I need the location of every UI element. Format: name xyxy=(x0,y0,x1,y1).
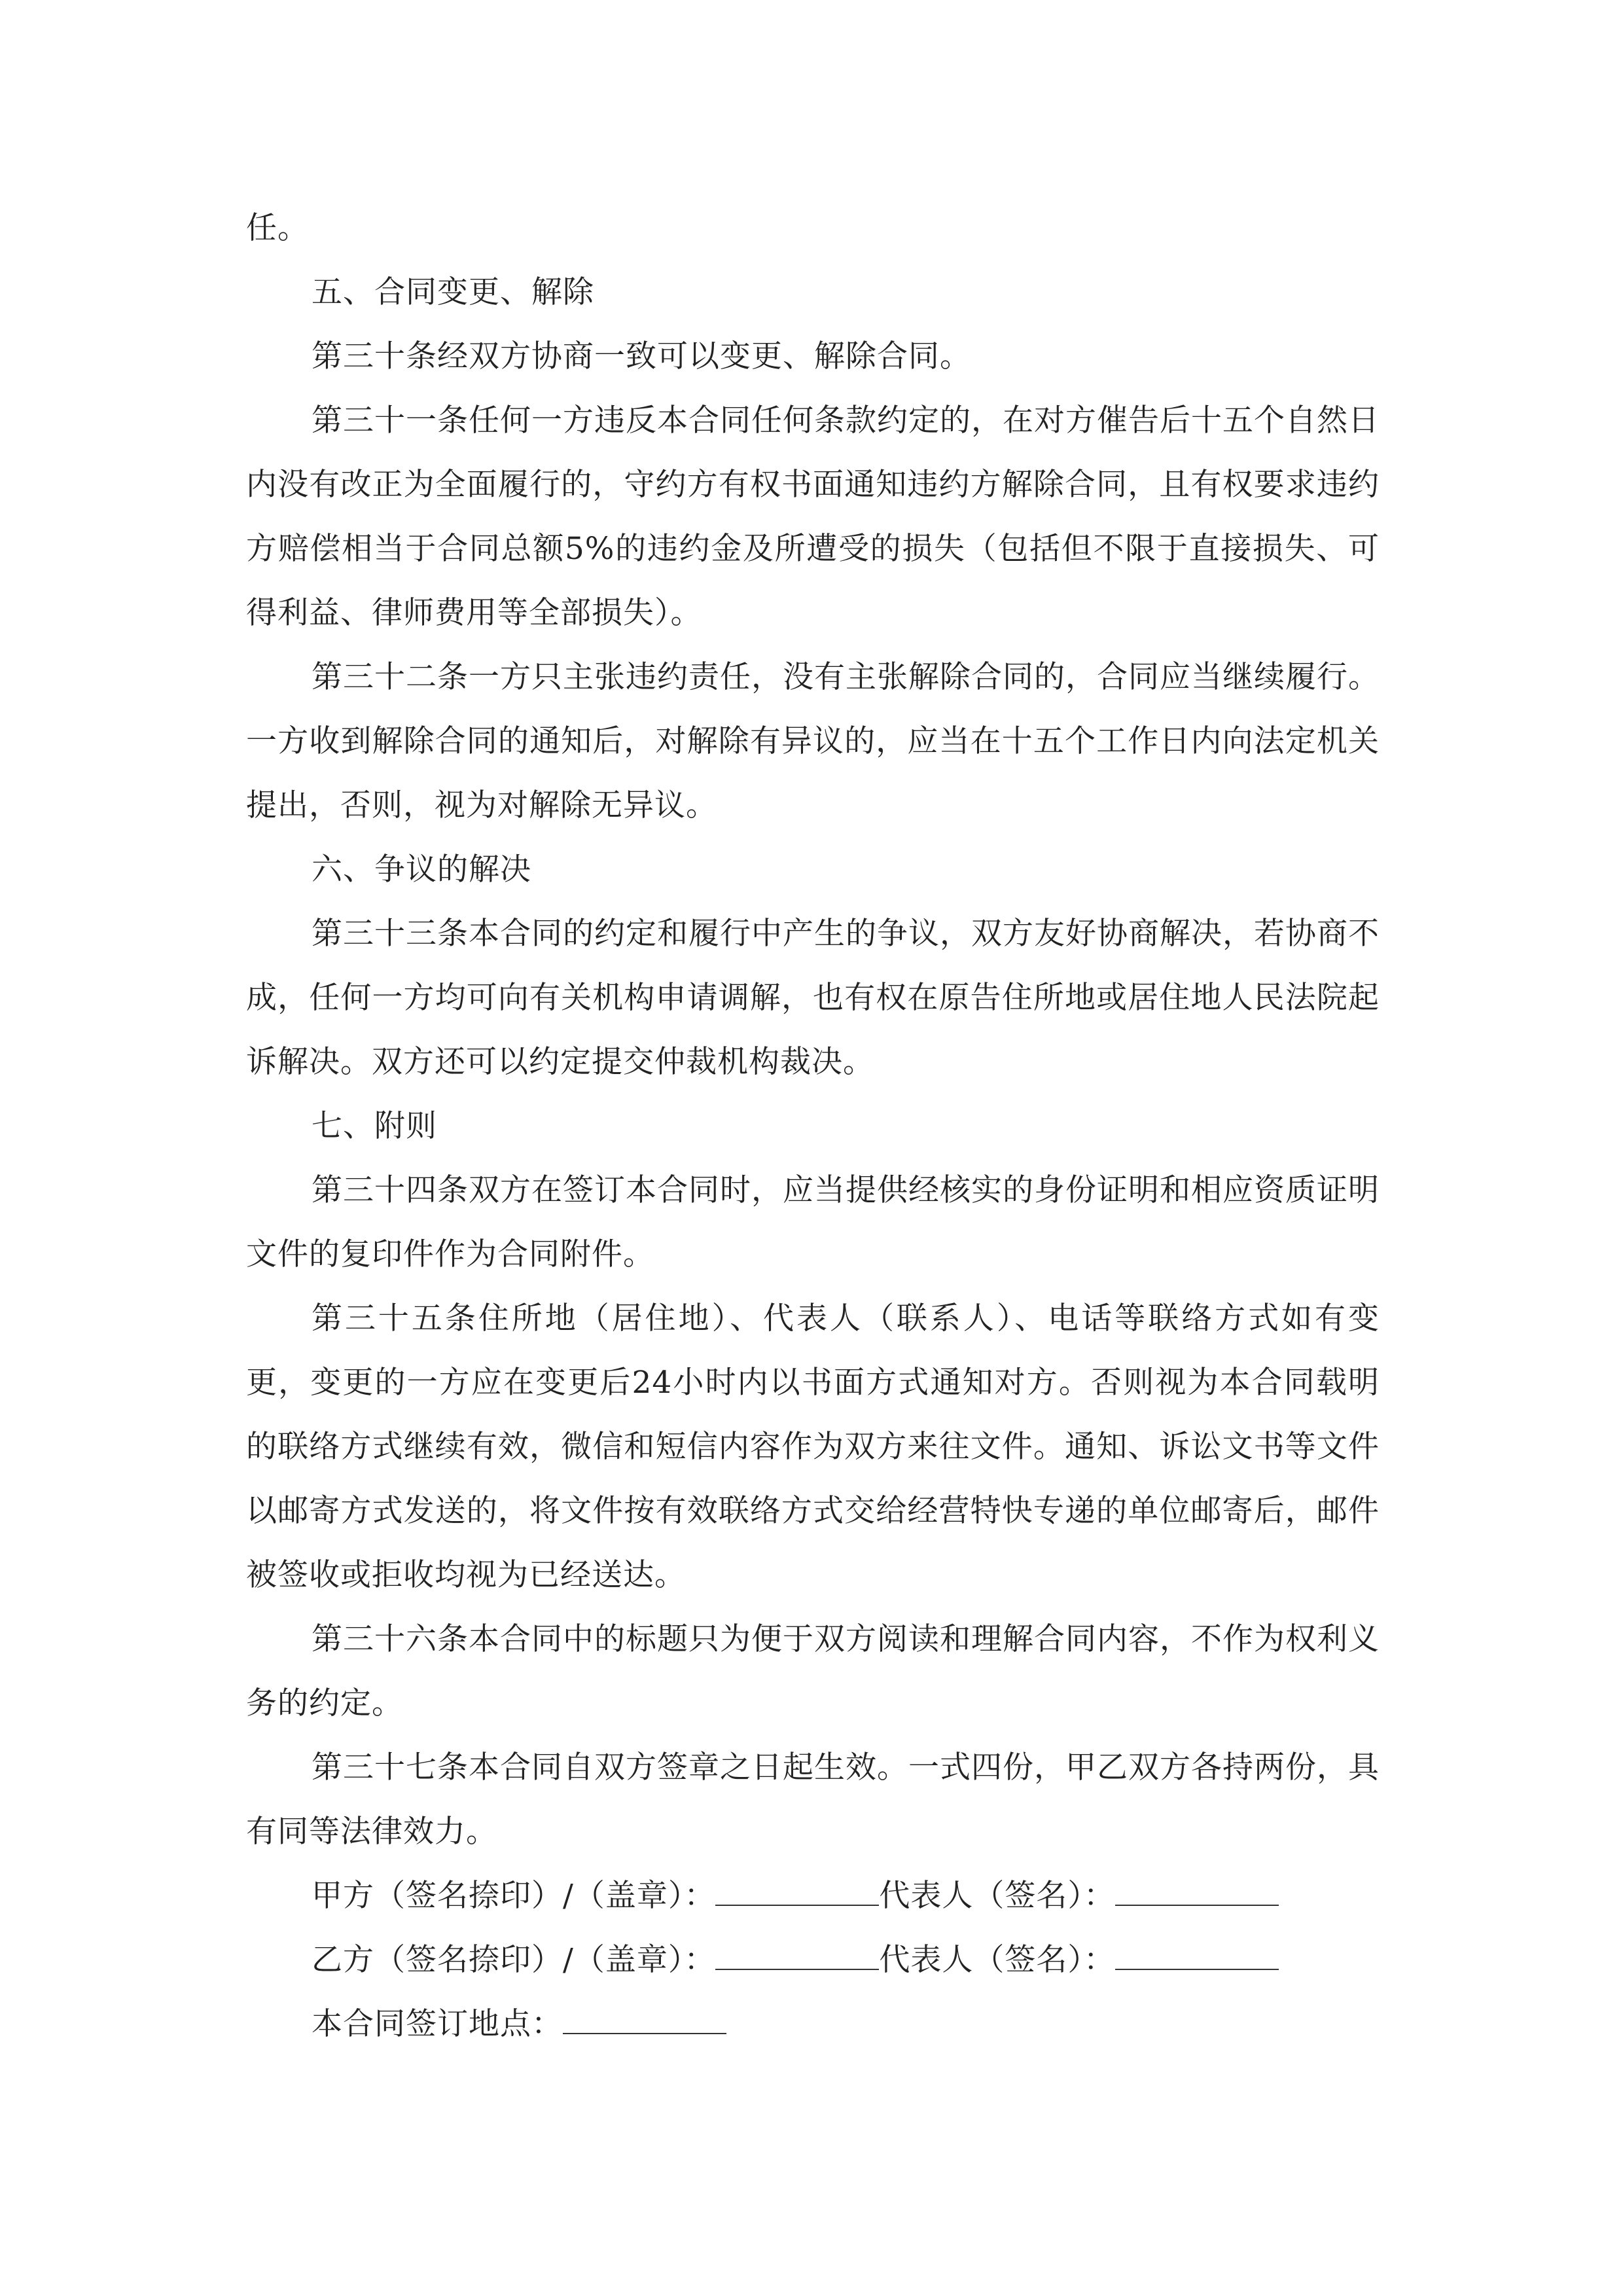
party-b-signature-row xyxy=(246,1928,1380,1992)
signing-place-row xyxy=(246,1992,1380,2056)
section-heading-7: 七、附则 xyxy=(312,1108,437,1144)
party-a-rep-signature-blank[interactable] xyxy=(1115,1876,1279,1906)
section-heading-6: 六、争议的解决 xyxy=(312,852,531,888)
article-31: 第三十一条任何一方违反本合同任何条款约定的，在对方催告后十五个自然日内没有改正为全面履行的，守约方有权书面通知违约方解除合同，且有权要求违约方赔偿相当于合同总额5%的违约金及所遭受的损失（包括但不限于直接损失、可得利益、律师费用等全部损失）。 xyxy=(246,403,1380,631)
article-33: 第三十三条本合同的约定和履行中产生的争议，双方友好协商解决，若协商不成，任何一方均可向有关机构申请调解，也有权在原告住所地或居住地人民法院起诉解决。双方还可以约定提交仲裁机构裁决。 xyxy=(246,916,1380,1080)
signing-place-label: 本合同签订地点： xyxy=(312,2006,563,2042)
party-b-signature-blank[interactable] xyxy=(715,1940,879,1970)
paragraph-continuation: 任。 xyxy=(246,210,309,246)
article-30: 第三十条经双方协商一致可以变更、解除合同。 xyxy=(312,338,971,374)
article-36: 第三十六条本合同中的标题只为便于双方阅读和理解合同内容，不作为权利义务的约定。 xyxy=(246,1621,1380,1721)
article-35: 第三十五条住所地（居住地）、代表人（联系人）、电话等联络方式如有变更，变更的一方应在变更后24小时内以书面方式通知对方。否则视为本合同载明的联络方式继续有效，微信和短信内容作为双方来往文件。通知、诉讼文书等文件以邮寄方式发送的，将文件按有效联络方式交给经营特快专递的单位邮寄后，邮件被签收或拒收均视为已经送达。 xyxy=(246,1300,1380,1593)
party-b-rep-label: 代表人（签名）： xyxy=(879,1942,1115,1978)
party-b-rep-signature-blank[interactable] xyxy=(1115,1940,1279,1970)
party-a-signature-row xyxy=(246,1864,1380,1928)
signing-place-blank[interactable] xyxy=(563,2004,726,2034)
party-a-rep-label: 代表人（签名）： xyxy=(879,1878,1115,1914)
article-32: 第三十二条一方只主张违约责任，没有主张解除合同的，合同应当继续履行。一方收到解除合同的通知后，对解除有异议的，应当在十五个工作日内向法定机关提出，否则，视为对解除无异议。 xyxy=(246,659,1380,823)
contract-body xyxy=(246,196,1380,2056)
article-34: 第三十四条双方在签订本合同时，应当提供经核实的身份证明和相应资质证明文件的复印件作为合同附件。 xyxy=(246,1172,1380,1272)
party-a-signature-blank[interactable] xyxy=(715,1876,879,1906)
article-37: 第三十七条本合同自双方签章之日起生效。一式四份，甲乙双方各持两份，具有同等法律效力。 xyxy=(246,1749,1380,1850)
section-heading-5: 五、合同变更、解除 xyxy=(312,274,594,310)
party-b-label: 乙方（签名捺印）/（盖章）： xyxy=(312,1942,716,1978)
party-a-label: 甲方（签名捺印）/（盖章）： xyxy=(312,1878,716,1914)
